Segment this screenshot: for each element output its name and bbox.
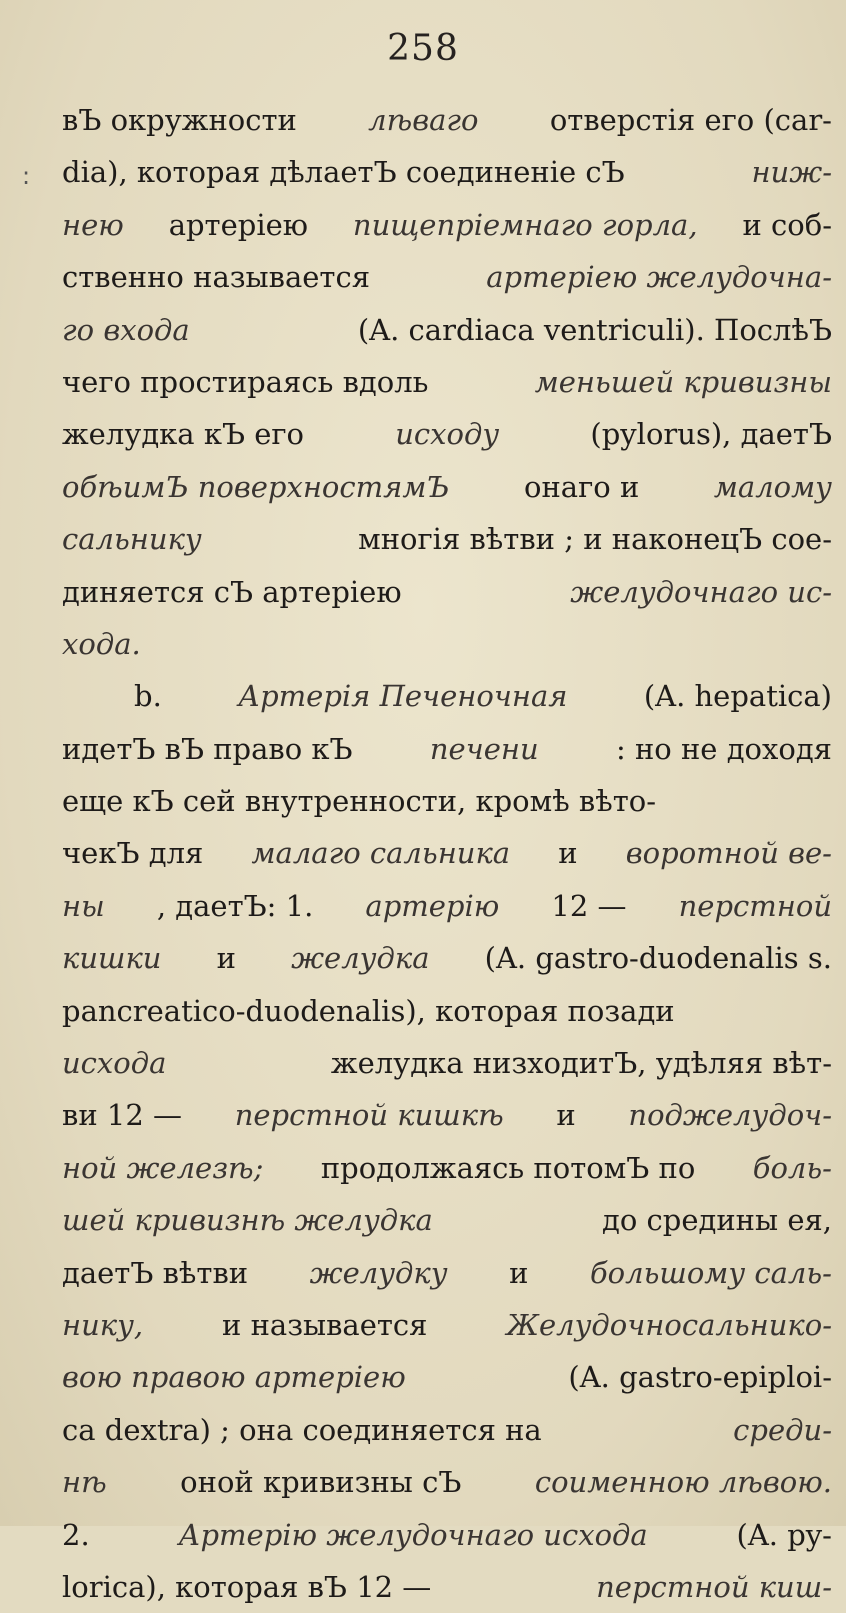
text-line xyxy=(62,1456,832,1508)
text-fragment: : но не доходя xyxy=(615,731,832,766)
text-fragment: и соб- xyxy=(742,207,832,242)
text-line xyxy=(62,566,832,618)
italic-term: малаго сальника xyxy=(251,836,511,871)
text-line xyxy=(62,1089,832,1141)
text-fragment: dia), которая дѣлаетЪ соединеніе сЪ xyxy=(62,155,625,190)
text-fragment: оной кривизны сЪ xyxy=(180,1465,462,1500)
text-line xyxy=(62,199,832,251)
text-fragment: ственно называется xyxy=(62,260,370,295)
text-line xyxy=(62,985,832,1037)
text-fragment: и xyxy=(556,1098,576,1133)
italic-term: желудку xyxy=(309,1255,448,1290)
text-fragment: до средины ея, xyxy=(602,1203,832,1238)
italic-term: малому xyxy=(713,469,832,504)
italic-term: лѣваго xyxy=(368,103,479,137)
text-line xyxy=(62,94,832,146)
italic-term: большому саль- xyxy=(589,1255,832,1290)
italic-term: нею xyxy=(62,207,124,242)
text-fragment: желудка кЪ его xyxy=(62,417,305,452)
text-fragment: артеріею xyxy=(168,207,309,242)
text-line xyxy=(62,1194,832,1246)
text-line xyxy=(62,1037,832,1089)
italic-heading: Артерія Печеночная xyxy=(238,679,568,714)
text-line xyxy=(62,827,832,879)
text-fragment: даетЪ вѣтви xyxy=(62,1255,249,1290)
text-line xyxy=(62,304,832,356)
text-line xyxy=(62,408,832,460)
text-fragment: многія вѣтви ; и наконецЪ сое- xyxy=(358,522,832,557)
text-line xyxy=(62,1142,832,1194)
text-fragment: чекЪ для xyxy=(62,836,204,871)
text-line xyxy=(62,1351,832,1403)
italic-term: перстной киш- xyxy=(596,1569,832,1604)
italic-term: нѣ xyxy=(62,1465,107,1500)
text-line xyxy=(62,1247,832,1299)
text-fragment: еще кЪ сей внутренности, кромѣ вѣто- xyxy=(62,784,657,819)
italic-term: печени xyxy=(429,731,539,766)
text-fragment: и xyxy=(558,836,578,871)
italic-term: пищепріемнаго горла, xyxy=(352,207,698,242)
text-fragment: (A. cardiaca ventriculi). ПослѣЪ xyxy=(357,312,832,347)
text-fragment: онаго и xyxy=(524,469,640,504)
text-fragment: и называется xyxy=(222,1307,428,1342)
section-marker: 2. xyxy=(62,1517,90,1552)
text-line xyxy=(62,1404,832,1456)
text-fragment: (A. py- xyxy=(736,1517,832,1552)
italic-term: го входа xyxy=(62,312,190,347)
italic-term: поджелудоч- xyxy=(628,1098,832,1133)
text-line xyxy=(62,1509,832,1561)
italic-term: артерію xyxy=(365,888,500,923)
text-fragment: желудка низходитЪ, удѣляя вѣт- xyxy=(330,1046,832,1081)
italic-term: перстной xyxy=(678,888,832,923)
text-line xyxy=(62,461,832,513)
italic-term: боль- xyxy=(752,1150,832,1185)
text-fragment: pancreatico-duodenalis), которая позади xyxy=(62,993,675,1028)
italic-term: ны xyxy=(62,888,105,923)
text-fragment: ви 12 — xyxy=(62,1098,182,1133)
text-fragment: , даетЪ: 1. xyxy=(156,888,314,923)
text-fragment: идетЪ вЪ право кЪ xyxy=(62,731,353,766)
italic-term: нику, xyxy=(62,1307,144,1342)
italic-term: соименною лѣвою. xyxy=(534,1465,832,1500)
italic-term: исходу xyxy=(395,417,500,452)
italic-term: вою правою артеріею xyxy=(62,1360,406,1395)
text-line xyxy=(62,1299,832,1351)
italic-term: желудка xyxy=(291,941,430,976)
text-line xyxy=(62,880,832,932)
text-fragment: вЪ окружности xyxy=(62,103,297,137)
text-fragment: (A. gastro-duodenalis s. xyxy=(484,941,832,976)
italic-term: желудочнаго ис- xyxy=(570,574,832,609)
italic-term: среди- xyxy=(733,1412,832,1447)
text-line xyxy=(62,146,832,198)
italic-term: шей кривизнѣ желудка xyxy=(62,1203,433,1238)
text-line xyxy=(62,356,832,408)
italic-term: обѣимЪ поверхностямЪ xyxy=(62,469,450,504)
text-fragment: lorica), которая вЪ 12 — xyxy=(62,1569,432,1604)
text-line xyxy=(62,251,832,303)
italic-term: артеріею желудочна- xyxy=(486,260,832,295)
italic-term: ной железѣ; xyxy=(62,1150,264,1185)
text-fragment: диняется сЪ артеріею xyxy=(62,574,402,609)
text-fragment: продолжаясь потомЪ по xyxy=(320,1150,696,1185)
text-line xyxy=(62,775,832,827)
italic-term: кишки xyxy=(62,941,162,976)
text-fragment: ca dextra) ; она соединяется на xyxy=(62,1412,542,1447)
italic-term: ниж- xyxy=(751,155,832,190)
italic-term: перстной кишкѣ xyxy=(234,1098,504,1133)
text-fragment: и xyxy=(509,1255,529,1290)
text-line xyxy=(62,723,832,775)
text-line xyxy=(62,513,832,565)
text-fragment: (pylorus), даетЪ xyxy=(590,417,832,452)
text-line xyxy=(62,618,832,670)
italic-term: исхода xyxy=(62,1046,167,1081)
text-fragment: 12 — xyxy=(551,888,627,923)
text-line xyxy=(62,1561,832,1613)
italic-term: Желудочносальнико- xyxy=(506,1307,832,1342)
italic-term: сальнику xyxy=(62,522,202,557)
section-marker: b. xyxy=(134,679,162,714)
text-fragment: и xyxy=(216,941,236,976)
italic-term: хода. xyxy=(62,626,141,661)
margin-mark: : xyxy=(22,162,31,190)
italic-term: меньшей кривизны xyxy=(534,364,832,399)
page-number: 258 xyxy=(387,28,459,69)
text-fragment: чего простираясь вдоль xyxy=(62,364,429,399)
text-fragment: (A. hepatica) xyxy=(643,679,832,714)
paragraph-start-line xyxy=(62,670,832,722)
italic-term: Артерію желудочнаго исхода xyxy=(178,1517,648,1552)
text-fragment: (A. gastro-epiploi- xyxy=(568,1360,832,1395)
body-text xyxy=(62,94,832,1613)
text-line xyxy=(62,932,832,984)
text-fragment: отверстія его (car- xyxy=(549,103,832,137)
italic-term: воротной ве- xyxy=(625,836,832,871)
